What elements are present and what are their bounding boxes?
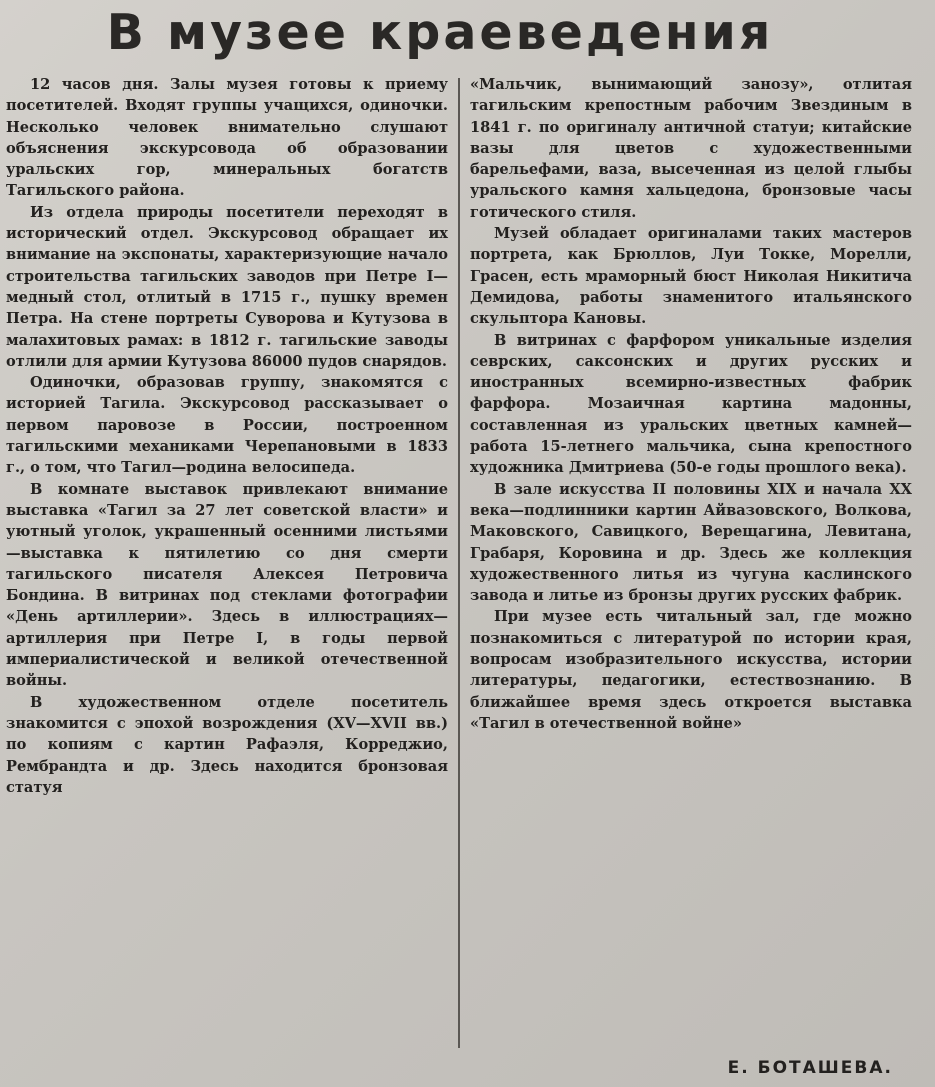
paragraph: В зале искусства II половины XIX и начала XX века—подлинники картин Айвазовского, Волкова, Маковского, Савицкого, Верещагина, Левитана, Грабаря, Коровина и др. Здесь же коллекция художественного литья из чугуна каслинского завода и литье из бронзы других русских фабрик.: [470, 480, 912, 605]
author-signature: Е. БОТАШЕВА.: [727, 1058, 893, 1078]
paragraph: 12 часов дня. Залы музея готовы к приему посетителей. Входят группы учащихся, одиночки. Несколько человек внимательно слушают объяснения экскурсовода об образовании уральских гор, минеральных богатств Тагильского района.: [6, 76, 448, 200]
paragraph: Из отдела природы посетители переходят в исторический отдел. Экскурсовод обращает их внимание на экспонаты, характеризующие начало строительства тагильских заводов при Петре I—медный стол, отлитый в 1715 г., пушку времен Петра. На стене портреты Суворова и Кутузова в малахитовых рамах: в 1812 г. тагильские заводы отлили для армии Кутузова 86000 пудов снарядов.: [6, 203, 448, 370]
right-column: [470, 74, 912, 734]
paragraph: В витринах с фарфором уникальные изделия севрских, саксонских и других русских и иностранных всемирно-известных фабрик фарфора. Мозаичная картина мадонны, составленная из уральских цветных камней—работа 15-летнего мальчика, сына крепостного художника Дмитриева (50-е годы прошлого века).: [470, 331, 912, 477]
paragraph: В художественном отделе посетитель знакомится с эпохой возрождения (XV—XVII вв.) по копиям с картин Рафаэля, Корреджио, Рембрандта и др. Здесь находится бронзовая статуя: [6, 693, 448, 796]
paragraph: Музей обладает оригиналами таких мастеров портрета, как Брюллов, Луи Токке, Морелли, Грасен, есть мраморный бюст Николая Никитича Демидова, работы знаменитого итальянского скульптора Кановы.: [470, 225, 912, 328]
paragraph: В комнате выставок привлекают внимание выставка «Тагил за 27 лет советской власти» и уютный уголок, украшенный осенними листьями—выставка к пятилетию со дня смерти тагильского писателя Алексея Петровича Бондина. В витринах под стеклами фотографии «День артиллерии». Здесь в иллюстрациях—артиллерия при Петре I, в годы первой империалистической и великой отечественной войны.: [6, 480, 448, 690]
paragraph: При музее есть читальный зал, где можно познакомиться с литературой по истории края, вопросам изобразительного искусства, истории литературы, педагогики, естествознанию. В ближайшее время здесь откроется выставка «Тагил в отечественной войне»: [470, 608, 912, 732]
left-column: [6, 74, 448, 798]
column-divider: [458, 78, 460, 1048]
paragraph: Одиночки, образовав группу, знакомятся с историей Тагила. Экскурсовод рассказывает о первом паровозе в России, построенном тагильскими механиками Черепановыми в 1833 г., о том, что Тагил—родина велосипеда.: [6, 374, 448, 477]
paragraph: «Мальчик, вынимающий занозу», отлитая тагильским крепостным рабочим Звездиным в 1841 г. по оригиналу античной статуи; китайские вазы для цветов с художественными барельефами, ваза, высеченная из целой глыбы уральского камня хальцедона, бронзовые часы готического стиля.: [470, 76, 912, 221]
article-title: В музее краеведения: [106, 4, 774, 61]
